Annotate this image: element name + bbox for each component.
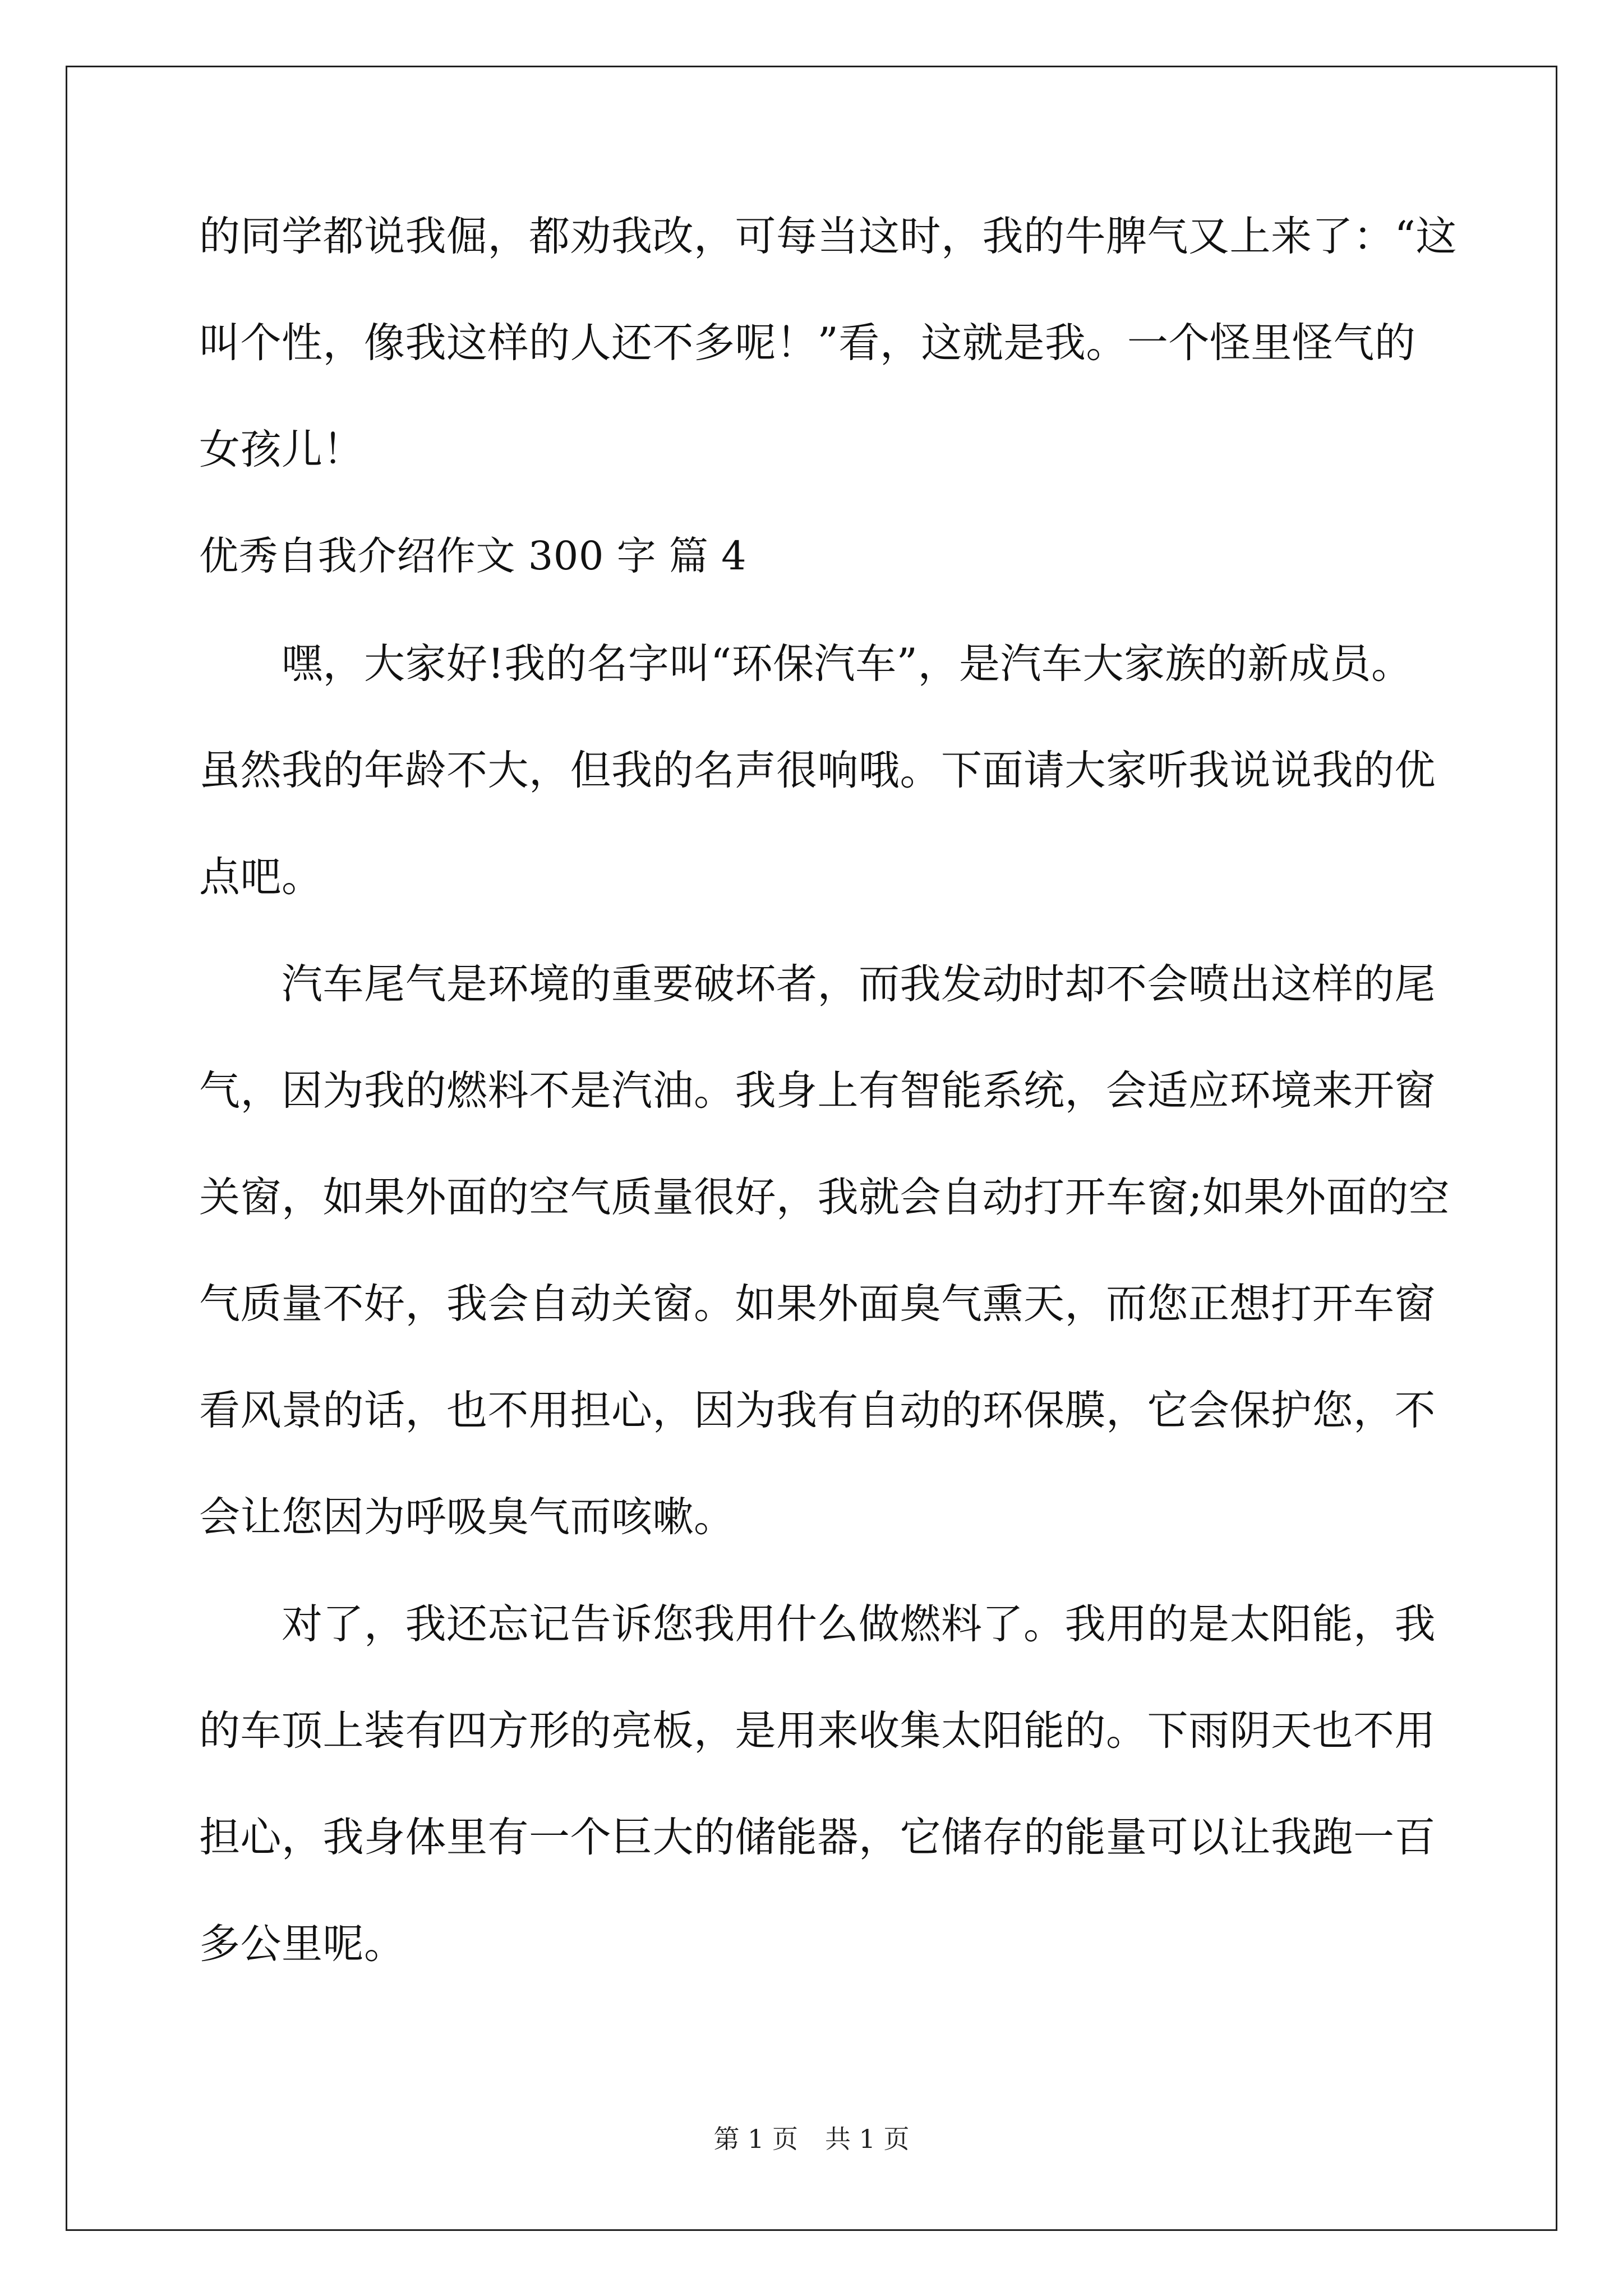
text-line: 多公里呢。 bbox=[199, 1920, 405, 1968]
page-border bbox=[66, 66, 1557, 2231]
text-line: 气，因为我的燃料不是汽油。我身上有智能系统，会适应环境来开窗 bbox=[199, 1067, 1436, 1115]
text-line: 汽车尾气是环境的重要破坏者，而我发动时却不会喷出这样的尾 bbox=[199, 960, 1436, 1008]
page-number-total: 共 1 页 bbox=[825, 2124, 910, 2154]
text-line: 虽然我的年龄不大，但我的名声很响哦。下面请大家听我说说我的优 bbox=[199, 747, 1436, 794]
text-line: 点吧。 bbox=[199, 853, 323, 901]
text-line: 担心，我身体里有一个巨大的储能器，它储存的能量可以让我跑一百 bbox=[199, 1814, 1436, 1861]
text-line: 的车顶上装有四方形的亮板，是用来收集太阳能的。下雨阴天也不用 bbox=[199, 1707, 1436, 1755]
text-line: 气质量不好，我会自动关窗。如果外面臭气熏天，而您正想打开车窗 bbox=[199, 1280, 1436, 1328]
text-line: 对了，我还忘记告诉您我用什么做燃料了。我用的是太阳能，我 bbox=[199, 1600, 1436, 1648]
section-heading: 优秀自我介绍作文 300 字 篇 4 bbox=[199, 533, 747, 579]
text-line: 会让您因为呼吸臭气而咳嗽。 bbox=[199, 1493, 735, 1541]
text-line: 叫个性，像我这样的人还不多呢！”看，这就是我。一个怪里怪气的 bbox=[199, 319, 1416, 367]
text-line: 嘿，大家好!我的名字叫“环保汽车”，是汽车大家族的新成员。 bbox=[199, 640, 1413, 688]
text-line: 的同学都说我倔，都劝我改，可每当这时，我的牛脾气又上来了：“这 bbox=[199, 213, 1457, 260]
page-number-current: 第 1 页 bbox=[713, 2124, 798, 2154]
page-footer bbox=[0, 2126, 1623, 2152]
text-line: 看风景的话，也不用担心，因为我有自动的环保膜，它会保护您，不 bbox=[199, 1387, 1436, 1434]
text-line: 关窗，如果外面的空气质量很好，我就会自动打开车窗;如果外面的空 bbox=[199, 1174, 1450, 1221]
text-line: 女孩儿！ bbox=[199, 426, 364, 473]
